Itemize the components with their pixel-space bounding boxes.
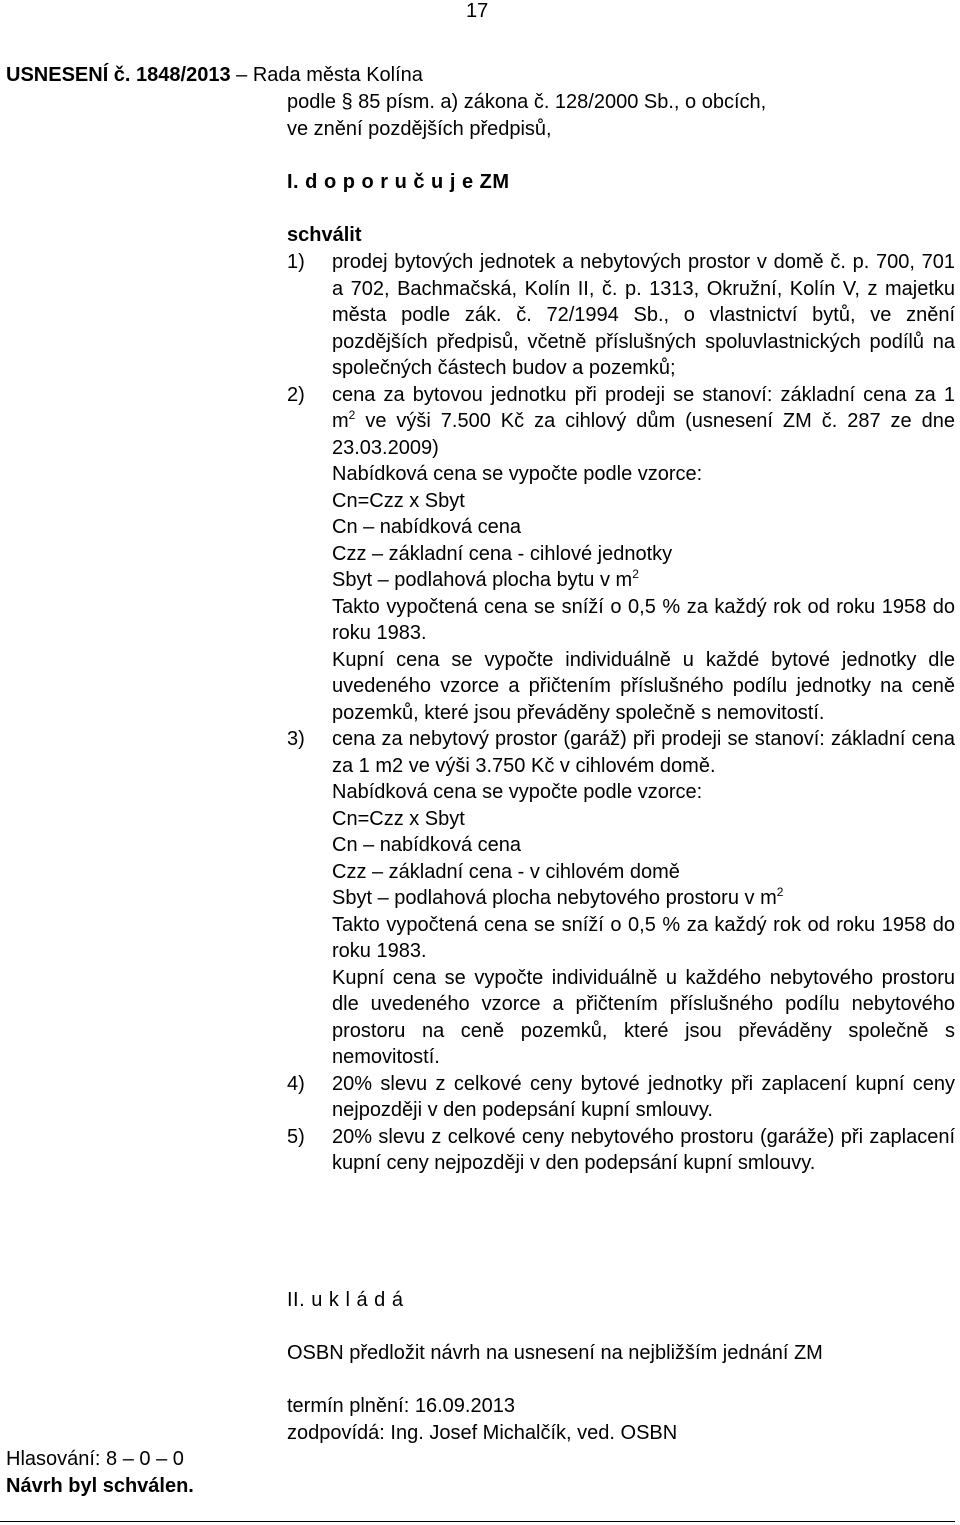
purchase-price: Kupní cena se vypočte individuálně u každé bytové jednotky dle uvedeného vzorce a přičtením příslušného podílu jednotky na ceně pozemků, které jsou převáděny společně s nemovitostí. (332, 648, 955, 724)
purchase-price: Kupní cena se vypočte individuálně u každého nebytového prostoru dle uvedeného vzorce a přičtením příslušného podílu nebytového prostoru na ceně pozemků, které jsou převáděny společně s nemovitostí. (332, 966, 955, 1068)
formula-intro: Nabídková cena se vypočte podle vzorce: (332, 781, 703, 803)
item-text: 20% slevu z celkové ceny bytové jednotky při zaplacení kupní ceny nejpozději v den podepsání kupní smlouvy. (332, 1072, 955, 1121)
item-text-part: cena za bytovou jednotku při prodeji se stanoví: základní cena za 1 m (332, 383, 955, 432)
section-2-task: OSBN předložit návrh na usnesení na nejbližším jednání ZM (287, 1342, 823, 1364)
definition-text: Sbyt – podlahová plocha bytu v m (332, 569, 633, 591)
superscript: 2 (776, 885, 784, 899)
definition-text: Sbyt – podlahová plocha nebytového prostoru v m (332, 887, 777, 909)
price-reduction: Takto vypočtená cena se sníží o 0,5 % za každý rok od roku 1958 do roku 1983. (332, 913, 955, 962)
deadline: termín plnění: 16.09.2013 (287, 1395, 515, 1417)
resolution-number: USNESENÍ č. 1848/2013 (6, 64, 231, 86)
item-number: 3) (287, 728, 305, 750)
responsible-person: zodpovídá: Ing. Josef Michalčík, ved. OSBN (287, 1422, 678, 1444)
definition-cn: Cn – nabídková cena (332, 834, 522, 856)
page-number: 17 (466, 0, 489, 22)
legal-basis-line1: podle § 85 písm. a) zákona č. 128/2000 Sb., o obcích, (287, 91, 767, 113)
section-1-action: schválit (287, 224, 362, 246)
section-1-title: I. d o p o r u č u j e ZM (287, 171, 510, 193)
list-item-5 (287, 1124, 955, 1177)
item-text: 20% slevu z celkové ceny nebytového prostoru (garáže) při zaplacení kupní ceny nejpozději v den podepsání kupní smlouvy. (332, 1125, 955, 1174)
definition-czz: Czz – základní cena - cihlové jednotky (332, 542, 673, 565)
formula: Cn=Czz x Sbyt (332, 807, 465, 830)
item-text-part: ve výši 7.500 Kč za cihlový dům (usnesení ZM č. 287 ze dne 23.03.2009) (332, 410, 955, 459)
list-item-2 (287, 382, 955, 727)
list-item-4 (287, 1071, 955, 1124)
item-number: 4) (287, 1072, 305, 1095)
item-text: cena za nebytový prostor (garáž) při prodeji se stanoví: základní cena za 1 m2 ve výši 3.750 Kč v cihlovém domě. (332, 728, 955, 777)
item-number: 5) (287, 1125, 305, 1148)
list-item-3 (287, 726, 955, 1071)
superscript: 2 (632, 567, 639, 581)
formula: Cn=Czz x Sbyt (332, 489, 465, 512)
item-number: 2) (287, 383, 305, 406)
voting-result: Hlasování: 8 – 0 – 0 (6, 1448, 184, 1470)
item-number: 1) (287, 251, 305, 273)
list-item-1 (287, 249, 955, 382)
section-1-items (287, 249, 955, 1177)
definition-cn: Cn – nabídková cena (332, 516, 522, 538)
resolution-issuer: – Rada města Kolína (230, 64, 423, 86)
price-reduction: Takto vypočtená cena se sníží o 0,5 % za každý rok od roku 1958 do roku 1983. (332, 595, 955, 644)
legal-basis-line2: ve znění pozdějších předpisů, (287, 118, 552, 140)
superscript: 2 (348, 408, 356, 422)
definition-sbyt (332, 885, 955, 912)
section-2-title: II. u k l á d á (287, 1289, 404, 1311)
bottom-divider (0, 1521, 955, 1522)
approval-status: Návrh byl schválen. (6, 1475, 194, 1497)
item-text: prodej bytových jednotek a nebytových prostor v domě č. p. 700, 701 a 702, Bachmačská, Kolín II, č. p. 1313, Okružní, Kolín V, z majetku města podle zák. č. 72/1994 Sb., o vlastnictví bytů, ve znění pozdějších předpisů, včetně příslušných spoluvlastnických podílů na společných částech budov a pozemků; (332, 251, 955, 379)
resolution-heading (6, 62, 423, 89)
definition-czz: Czz – základní cena - v cihlovém domě (332, 860, 680, 883)
definition-sbyt (332, 567, 955, 594)
formula-intro: Nabídková cena se vypočte podle vzorce: (332, 463, 703, 485)
item-text (332, 382, 955, 462)
